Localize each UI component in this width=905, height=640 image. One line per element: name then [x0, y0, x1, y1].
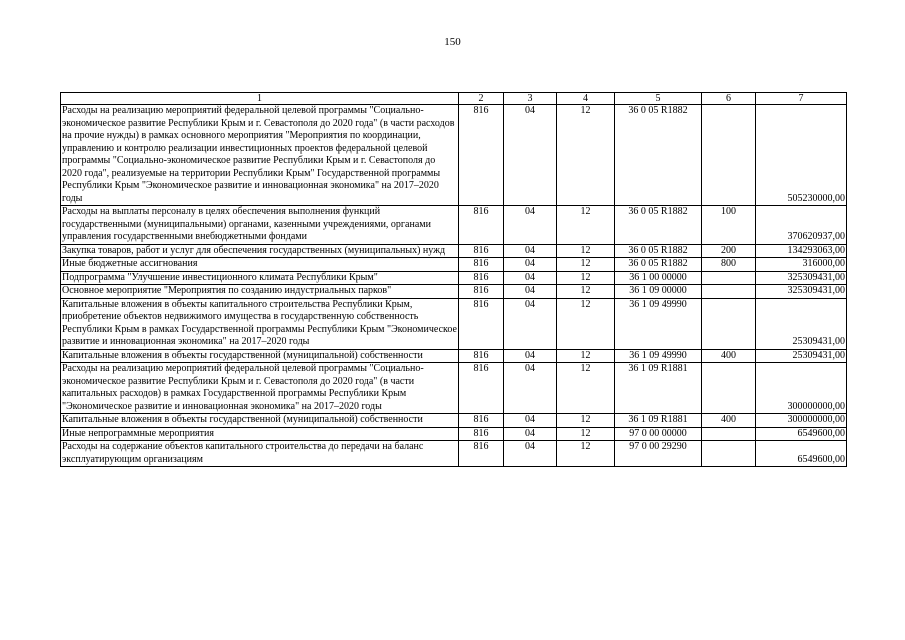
expense-type-code [702, 298, 756, 349]
row-name: Подпрограмма "Улучшение инвестиционного климата Республики Крым" [61, 271, 459, 285]
table-row [61, 298, 847, 349]
ved-code: 816 [459, 271, 504, 285]
ved-code: 816 [459, 105, 504, 206]
section-code: 04 [504, 258, 557, 272]
expense-type-code [702, 363, 756, 414]
expense-type-code: 200 [702, 244, 756, 258]
ved-code: 816 [459, 441, 504, 467]
amount: 134293063,00 [756, 244, 847, 258]
subsection-code: 12 [557, 271, 615, 285]
target-article-code: 36 0 05 R1882 [615, 258, 702, 272]
ved-code: 816 [459, 258, 504, 272]
table-row [61, 258, 847, 272]
table-row [61, 206, 847, 245]
row-name: Расходы на содержание объектов капитального строительства до передачи на баланс эксплуатирующим организациям [61, 441, 459, 467]
target-article-code: 36 1 09 R1881 [615, 414, 702, 428]
column-header: 7 [756, 93, 847, 105]
amount: 505230000,00 [756, 105, 847, 206]
subsection-code: 12 [557, 349, 615, 363]
table-row [61, 285, 847, 299]
target-article-code: 36 0 05 R1882 [615, 244, 702, 258]
row-name: Капитальные вложения в объекты капитального строительства Республики Крым, приобретение объектов недвижимого имущества в государственную собственность Республики Крым в рамках Государственной программы Республики Крым "Экономическое развитие и инновационная экономика" на 2017–2020 годы [62, 298, 457, 347]
section-code: 04 [504, 441, 557, 467]
ved-code: 816 [459, 285, 504, 299]
subsection-code: 12 [557, 414, 615, 428]
row-name: Иные бюджетные ассигнования [61, 258, 459, 272]
subsection-code: 12 [557, 105, 615, 206]
section-code: 04 [504, 206, 557, 245]
subsection-code: 12 [557, 298, 615, 349]
column-header: 1 [61, 93, 459, 105]
page-number: 150 [444, 36, 461, 48]
row-name: Капитальные вложения в объекты государственной (муниципальной) собственности [61, 414, 459, 428]
subsection-code: 12 [557, 206, 615, 245]
expense-type-code [702, 285, 756, 299]
section-code: 04 [504, 349, 557, 363]
amount: 300000000,00 [756, 363, 847, 414]
ved-code: 816 [459, 244, 504, 258]
target-article-code: 36 1 09 R1881 [615, 363, 702, 414]
target-article-code: 97 0 00 29290 [615, 441, 702, 467]
section-code: 04 [504, 105, 557, 206]
budget-table [60, 92, 847, 467]
amount: 6549600,00 [756, 441, 847, 467]
ved-code: 816 [459, 363, 504, 414]
table-row [61, 441, 847, 467]
section-code: 04 [504, 244, 557, 258]
expense-type-code [702, 271, 756, 285]
row-name: Капитальные вложения в объекты государственной (муниципальной) собственности [61, 349, 459, 363]
amount: 325309431,00 [756, 271, 847, 285]
section-code: 04 [504, 285, 557, 299]
column-header: 3 [504, 93, 557, 105]
header-row [61, 93, 847, 105]
expense-type-code [702, 427, 756, 441]
section-code: 04 [504, 271, 557, 285]
amount: 370620937,00 [756, 206, 847, 245]
column-header: 4 [557, 93, 615, 105]
column-header: 2 [459, 93, 504, 105]
expense-type-code: 800 [702, 258, 756, 272]
expense-type-code: 100 [702, 206, 756, 245]
table-row [61, 349, 847, 363]
row-name: Расходы на выплаты персоналу в целях обеспечения выполнения функций государственными (муниципальными) органами, казенными учреждениями, органами управления государственными внебюджетными фондами [61, 206, 459, 245]
target-article-code: 36 1 09 49990 [615, 298, 702, 349]
ved-code: 816 [459, 298, 504, 349]
column-header: 6 [702, 93, 756, 105]
row-name: Основное мероприятие "Мероприятия по созданию индустриальных парков" [61, 285, 459, 299]
table-body [61, 93, 847, 467]
subsection-code: 12 [557, 258, 615, 272]
section-code: 04 [504, 363, 557, 414]
row-name: Закупка товаров, работ и услуг для обеспечения государственных (муниципальных) нужд [61, 244, 459, 258]
amount: 300000000,00 [756, 414, 847, 428]
ved-code: 816 [459, 427, 504, 441]
subsection-code: 12 [557, 363, 615, 414]
target-article-code: 36 0 05 R1882 [615, 206, 702, 245]
subsection-code: 12 [557, 441, 615, 467]
subsection-code: 12 [557, 285, 615, 299]
section-code: 04 [504, 298, 557, 349]
subsection-code: 12 [557, 427, 615, 441]
section-code: 04 [504, 427, 557, 441]
amount: 325309431,00 [756, 285, 847, 299]
ved-code: 816 [459, 414, 504, 428]
expense-type-code [702, 105, 756, 206]
subsection-code: 12 [557, 244, 615, 258]
table-row [61, 414, 847, 428]
section-code: 04 [504, 414, 557, 428]
target-article-code: 97 0 00 00000 [615, 427, 702, 441]
table-row [61, 427, 847, 441]
table-row [61, 271, 847, 285]
amount: 316000,00 [756, 258, 847, 272]
row-name: Иные непрограммные мероприятия [61, 427, 459, 441]
table-row [61, 105, 847, 206]
table-row [61, 244, 847, 258]
target-article-code: 36 1 09 00000 [615, 285, 702, 299]
target-article-code: 36 1 09 49990 [615, 349, 702, 363]
column-header: 5 [615, 93, 702, 105]
row-name: Расходы на реализацию мероприятий федеральной целевой программы "Социально-экономическое развитие Республики Крым и г. Севастополя до 2020 года" (в части капитальных расходов) в рамках Государственной программы Республики Крым "Экономическое развитие и инновационная экономика" на 2017–2020 годы [61, 363, 459, 414]
amount: 25309431,00 [756, 349, 847, 363]
ved-code: 816 [459, 349, 504, 363]
amount: 6549600,00 [756, 427, 847, 441]
target-article-code: 36 1 00 00000 [615, 271, 702, 285]
expense-type-code: 400 [702, 414, 756, 428]
expense-type-code: 400 [702, 349, 756, 363]
row-name: Расходы на реализацию мероприятий федеральной целевой программы "Социально-экономическое развитие Республики Крым и г. Севастополя до 2020 года" (в части расходов на прочие нужды) в рамках основного мероприятия "Мероприятия по координации, управлению и контролю реализации инвестиционных проектов федеральной целевой программы "Социально-экономическое развитие Республики Крым и г. Севастополя до 2020 года", реализуемые на территории Республики Крым" Государственной программы Республики Крым "Экономическое развитие и инновационная экономика" на 2017–2020 годы [61, 105, 459, 206]
amount: 25309431,00 [756, 298, 847, 349]
expense-type-code [702, 441, 756, 467]
ved-code: 816 [459, 206, 504, 245]
table-row [61, 363, 847, 414]
target-article-code: 36 0 05 R1882 [615, 105, 702, 206]
